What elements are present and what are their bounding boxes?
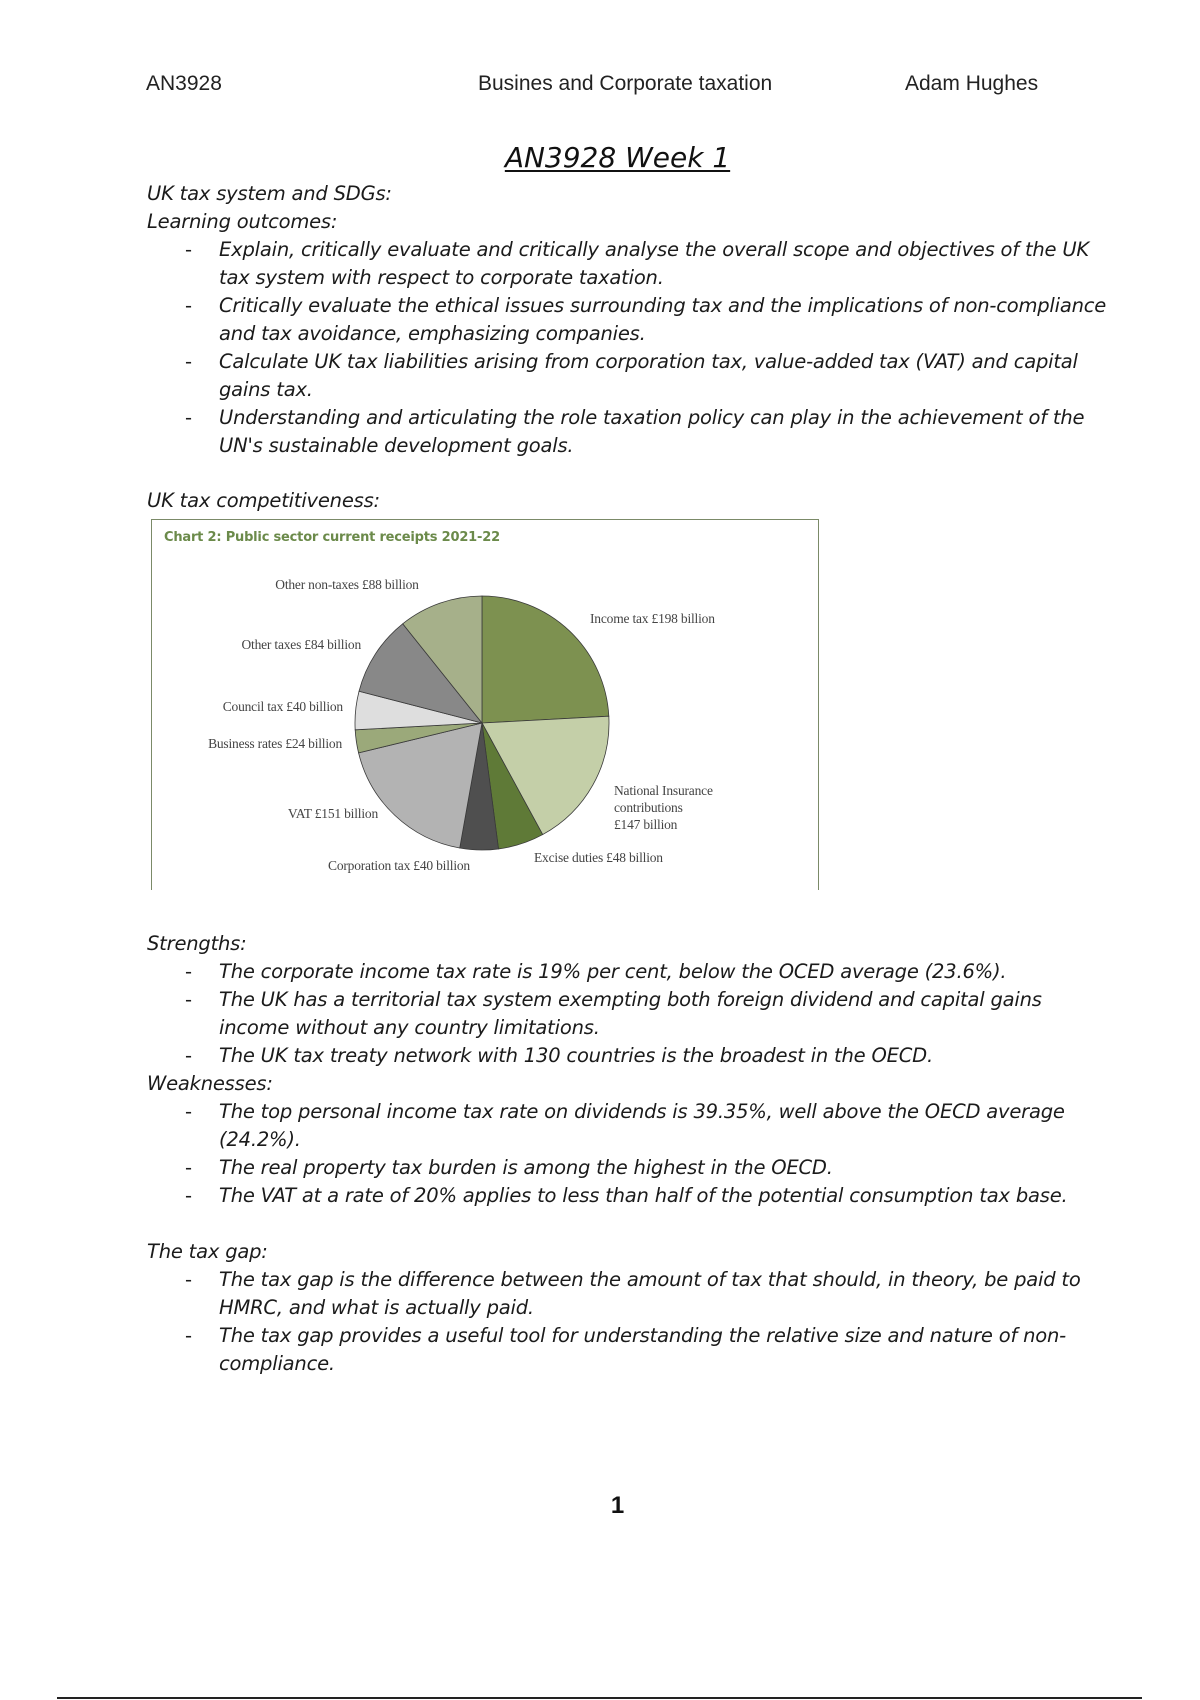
list-item: - The tax gap provides a useful tool for understanding the relative size and nature of non-compliance. [147,1322,1107,1378]
header-course-code: AN3928 [146,72,222,95]
weaknesses-list [147,1098,1107,1210]
spacer [147,1210,1107,1238]
list-item: - The tax gap is the difference between the amount of tax that should, in theory, be paid to HMRC, and what is actually paid. [147,1266,1107,1322]
document-body [147,180,1107,1378]
list-item: - The VAT at a rate of 20% applies to less than half of the potential consumption tax base. [147,1182,1107,1210]
page-title: AN3928 Week 1 [504,141,731,174]
pie-slice-label: Corporation tax £40 billion [328,858,470,873]
pie-chart-figure [151,519,819,890]
pie-chart [152,520,818,890]
tax-gap-heading: The tax gap: [147,1240,268,1263]
section-heading-sdgs: UK tax system and SDGs: [147,182,392,205]
pie-slice-label: National Insurance contributions £147 billion [614,783,713,832]
list-item: - The top personal income tax rate on dividends is 39.35%, well above the OECD average (24.2%). [147,1098,1107,1154]
list-item: - The UK tax treaty network with 130 countries is the broadest in the OECD. [147,1042,1107,1070]
chart-title: Chart 2: Public sector current receipts 2021-22 [164,530,500,545]
strengths-list [147,958,1107,1070]
pie-slice-label: Excise duties £48 billion [534,850,663,865]
list-item: - The corporate income tax rate is 19% per cent, below the OCED average (23.6%). [147,958,1107,986]
list-item: - Critically evaluate the ethical issues surrounding tax and the implications of non-compliance and tax avoidance, emphasizing companies. [147,292,1107,348]
pie-slice-label: Business rates £24 billion [208,736,342,751]
list-item: - The UK has a territorial tax system exempting both foreign dividend and capital gains income without any country limitations. [147,986,1107,1042]
pie-slice-label: Income tax £198 billion [590,611,715,626]
tax-gap-list [147,1266,1107,1378]
spacer [147,890,1107,930]
section-heading-competitiveness: UK tax competitiveness: [147,489,380,512]
pie-slice-label: Other taxes £84 billion [241,637,361,652]
pie-slice-label: Council tax £40 billion [222,699,343,714]
list-item: - Explain, critically evaluate and critically analyse the overall scope and objectives of the UK tax system with respect to corporate taxation. [147,236,1107,292]
header-author: Adam Hughes [905,72,1039,95]
footer-divider [57,1697,1142,1699]
learning-outcomes-list [147,236,1107,460]
learning-outcomes-heading: Learning outcomes: [147,210,338,233]
weaknesses-heading: Weaknesses: [147,1072,273,1095]
list-item: - Understanding and articulating the role taxation policy can play in the achievement of the UN's sustainable development goals. [147,404,1107,460]
header-course-name: Busines and Corporate taxation [478,72,773,95]
pie-slice-label: Other non-taxes £88 billion [275,577,419,592]
page-number: 1 [610,1492,625,1519]
list-item: - Calculate UK tax liabilities arising from corporation tax, value-added tax (VAT) and capital gains tax. [147,348,1107,404]
pie-slice-label: VAT £151 billion [287,806,378,821]
strengths-heading: Strengths: [147,932,247,955]
spacer [147,460,1107,487]
list-item: - The real property tax burden is among the highest in the OECD. [147,1154,1107,1182]
